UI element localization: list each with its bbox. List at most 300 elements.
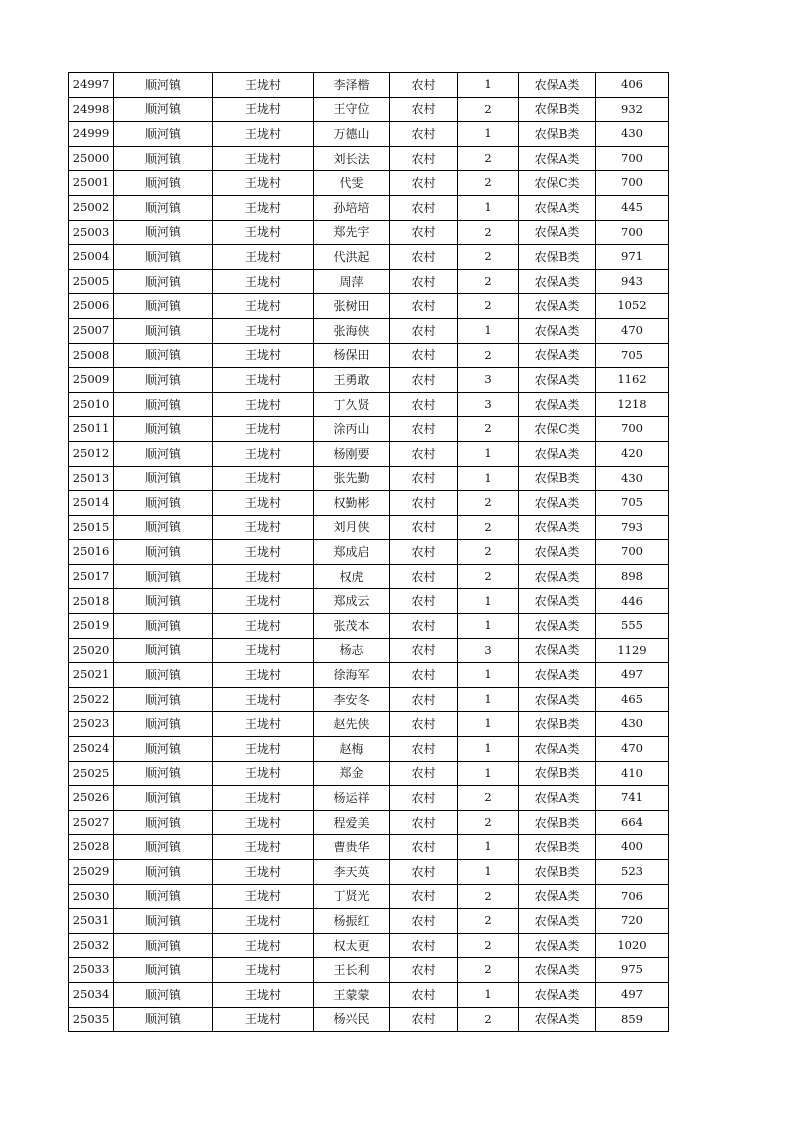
- insurance-category-cell: 农保A类: [519, 195, 596, 220]
- table-row: [69, 97, 669, 122]
- person-name-cell: 李泽楷: [314, 73, 390, 98]
- household-type-cell: 农村: [390, 982, 458, 1007]
- family-size-cell: 2: [458, 810, 519, 835]
- village-cell: 王垅村: [213, 146, 314, 171]
- town-cell: 顺河镇: [114, 73, 213, 98]
- record-id-cell: 25034: [69, 982, 114, 1007]
- record-id-cell: 25022: [69, 687, 114, 712]
- record-id-cell: 24999: [69, 122, 114, 147]
- household-type-cell: 农村: [390, 269, 458, 294]
- village-cell: 王垅村: [213, 441, 314, 466]
- table-row: [69, 860, 669, 885]
- table-row: [69, 195, 669, 220]
- family-size-cell: 2: [458, 884, 519, 909]
- record-id-cell: 25020: [69, 638, 114, 663]
- town-cell: 顺河镇: [114, 638, 213, 663]
- amount-cell: 898: [596, 564, 669, 589]
- table-row: [69, 392, 669, 417]
- insurance-category-cell: 农保A类: [519, 343, 596, 368]
- person-name-cell: 王长利: [314, 958, 390, 983]
- amount-cell: 1162: [596, 368, 669, 393]
- insurance-category-cell: 农保A类: [519, 220, 596, 245]
- table-row: [69, 712, 669, 737]
- family-size-cell: 2: [458, 294, 519, 319]
- record-id-cell: 25012: [69, 441, 114, 466]
- household-type-cell: 农村: [390, 589, 458, 614]
- table-row: [69, 540, 669, 565]
- household-type-cell: 农村: [390, 540, 458, 565]
- table-row: [69, 663, 669, 688]
- village-cell: 王垅村: [213, 195, 314, 220]
- record-id-cell: 25017: [69, 564, 114, 589]
- household-type-cell: 农村: [390, 73, 458, 98]
- village-cell: 王垅村: [213, 614, 314, 639]
- person-name-cell: 张先勤: [314, 466, 390, 491]
- insurance-category-cell: 农保A类: [519, 491, 596, 516]
- person-name-cell: 赵梅: [314, 737, 390, 762]
- village-cell: 王垅村: [213, 318, 314, 343]
- insurance-category-cell: 农保A类: [519, 1007, 596, 1032]
- family-size-cell: 2: [458, 269, 519, 294]
- record-id-cell: 25028: [69, 835, 114, 860]
- amount-cell: 932: [596, 97, 669, 122]
- insurance-category-cell: 农保A类: [519, 269, 596, 294]
- town-cell: 顺河镇: [114, 97, 213, 122]
- village-cell: 王垅村: [213, 220, 314, 245]
- village-cell: 王垅村: [213, 368, 314, 393]
- town-cell: 顺河镇: [114, 171, 213, 196]
- village-cell: 王垅村: [213, 663, 314, 688]
- village-cell: 王垅村: [213, 343, 314, 368]
- record-id-cell: 25030: [69, 884, 114, 909]
- insurance-category-cell: 农保A类: [519, 933, 596, 958]
- person-name-cell: 王勇敢: [314, 368, 390, 393]
- town-cell: 顺河镇: [114, 687, 213, 712]
- family-size-cell: 2: [458, 245, 519, 270]
- amount-cell: 720: [596, 909, 669, 934]
- household-type-cell: 农村: [390, 933, 458, 958]
- insurance-category-cell: 农保A类: [519, 958, 596, 983]
- person-name-cell: 杨志: [314, 638, 390, 663]
- amount-cell: 943: [596, 269, 669, 294]
- family-size-cell: 2: [458, 540, 519, 565]
- record-id-cell: 25009: [69, 368, 114, 393]
- town-cell: 顺河镇: [114, 884, 213, 909]
- amount-cell: 1052: [596, 294, 669, 319]
- amount-cell: 446: [596, 589, 669, 614]
- record-id-cell: 24997: [69, 73, 114, 98]
- record-id-cell: 25024: [69, 737, 114, 762]
- insurance-category-cell: 农保A类: [519, 614, 596, 639]
- household-type-cell: 农村: [390, 491, 458, 516]
- family-size-cell: 3: [458, 368, 519, 393]
- person-name-cell: 郑金: [314, 761, 390, 786]
- insurance-category-cell: 农保A类: [519, 687, 596, 712]
- record-id-cell: 25016: [69, 540, 114, 565]
- record-id-cell: 25013: [69, 466, 114, 491]
- table-body: [69, 73, 669, 1032]
- household-type-cell: 农村: [390, 786, 458, 811]
- insurance-category-cell: 农保A类: [519, 786, 596, 811]
- record-id-cell: 25004: [69, 245, 114, 270]
- amount-cell: 465: [596, 687, 669, 712]
- table-row: [69, 515, 669, 540]
- town-cell: 顺河镇: [114, 737, 213, 762]
- amount-cell: 700: [596, 146, 669, 171]
- town-cell: 顺河镇: [114, 195, 213, 220]
- record-id-cell: 25000: [69, 146, 114, 171]
- amount-cell: 700: [596, 540, 669, 565]
- household-type-cell: 农村: [390, 392, 458, 417]
- town-cell: 顺河镇: [114, 122, 213, 147]
- person-name-cell: 郑成启: [314, 540, 390, 565]
- family-size-cell: 2: [458, 933, 519, 958]
- table-row: [69, 466, 669, 491]
- village-cell: 王垅村: [213, 737, 314, 762]
- record-id-cell: 25003: [69, 220, 114, 245]
- record-id-cell: 25035: [69, 1007, 114, 1032]
- family-size-cell: 2: [458, 1007, 519, 1032]
- table-row: [69, 220, 669, 245]
- table-row: [69, 343, 669, 368]
- amount-cell: 430: [596, 122, 669, 147]
- table-row: [69, 122, 669, 147]
- insurance-category-cell: 农保A类: [519, 146, 596, 171]
- amount-cell: 859: [596, 1007, 669, 1032]
- insurance-category-cell: 农保A类: [519, 982, 596, 1007]
- town-cell: 顺河镇: [114, 343, 213, 368]
- village-cell: 王垅村: [213, 564, 314, 589]
- village-cell: 王垅村: [213, 245, 314, 270]
- record-id-cell: 25008: [69, 343, 114, 368]
- insurance-category-cell: 农保B类: [519, 97, 596, 122]
- table-row: [69, 491, 669, 516]
- insurance-category-cell: 农保A类: [519, 909, 596, 934]
- town-cell: 顺河镇: [114, 368, 213, 393]
- table-row: [69, 786, 669, 811]
- village-cell: 王垅村: [213, 540, 314, 565]
- amount-cell: 497: [596, 663, 669, 688]
- amount-cell: 705: [596, 491, 669, 516]
- record-id-cell: 25029: [69, 860, 114, 885]
- town-cell: 顺河镇: [114, 540, 213, 565]
- town-cell: 顺河镇: [114, 515, 213, 540]
- household-type-cell: 农村: [390, 564, 458, 589]
- village-cell: 王垅村: [213, 860, 314, 885]
- amount-cell: 1129: [596, 638, 669, 663]
- insurance-category-cell: 农保A类: [519, 540, 596, 565]
- family-size-cell: 1: [458, 195, 519, 220]
- insurance-category-cell: 农保B类: [519, 860, 596, 885]
- person-name-cell: 王守位: [314, 97, 390, 122]
- town-cell: 顺河镇: [114, 1007, 213, 1032]
- record-id-cell: 25001: [69, 171, 114, 196]
- family-size-cell: 2: [458, 909, 519, 934]
- town-cell: 顺河镇: [114, 933, 213, 958]
- person-name-cell: 万德山: [314, 122, 390, 147]
- family-size-cell: 1: [458, 589, 519, 614]
- person-name-cell: 权虎: [314, 564, 390, 589]
- record-id-cell: 25014: [69, 491, 114, 516]
- table-row: [69, 958, 669, 983]
- town-cell: 顺河镇: [114, 417, 213, 442]
- town-cell: 顺河镇: [114, 564, 213, 589]
- insurance-category-cell: 农保A类: [519, 589, 596, 614]
- family-size-cell: 1: [458, 712, 519, 737]
- village-cell: 王垅村: [213, 638, 314, 663]
- insurance-category-cell: 农保C类: [519, 171, 596, 196]
- family-size-cell: 1: [458, 663, 519, 688]
- amount-cell: 971: [596, 245, 669, 270]
- person-name-cell: 杨兴民: [314, 1007, 390, 1032]
- amount-cell: 706: [596, 884, 669, 909]
- village-cell: 王垅村: [213, 884, 314, 909]
- village-cell: 王垅村: [213, 417, 314, 442]
- person-name-cell: 李天英: [314, 860, 390, 885]
- town-cell: 顺河镇: [114, 269, 213, 294]
- table-row: [69, 810, 669, 835]
- insurance-category-cell: 农保A类: [519, 73, 596, 98]
- person-name-cell: 张茂本: [314, 614, 390, 639]
- village-cell: 王垅村: [213, 835, 314, 860]
- amount-cell: 430: [596, 712, 669, 737]
- town-cell: 顺河镇: [114, 909, 213, 934]
- person-name-cell: 周萍: [314, 269, 390, 294]
- insurance-category-cell: 农保A类: [519, 515, 596, 540]
- insurance-category-cell: 农保A类: [519, 884, 596, 909]
- person-name-cell: 张树田: [314, 294, 390, 319]
- record-id-cell: 25027: [69, 810, 114, 835]
- table-row: [69, 564, 669, 589]
- person-name-cell: 权勤彬: [314, 491, 390, 516]
- household-type-cell: 农村: [390, 614, 458, 639]
- town-cell: 顺河镇: [114, 294, 213, 319]
- family-size-cell: 3: [458, 638, 519, 663]
- family-size-cell: 2: [458, 417, 519, 442]
- insurance-category-cell: 农保A类: [519, 638, 596, 663]
- person-name-cell: 刘月侠: [314, 515, 390, 540]
- household-type-cell: 农村: [390, 884, 458, 909]
- person-name-cell: 孙培培: [314, 195, 390, 220]
- table-row: [69, 982, 669, 1007]
- village-cell: 王垅村: [213, 589, 314, 614]
- table-row: [69, 417, 669, 442]
- town-cell: 顺河镇: [114, 982, 213, 1007]
- household-type-cell: 农村: [390, 761, 458, 786]
- family-size-cell: 2: [458, 146, 519, 171]
- table-row: [69, 614, 669, 639]
- family-size-cell: 1: [458, 466, 519, 491]
- town-cell: 顺河镇: [114, 786, 213, 811]
- insurance-category-cell: 农保A类: [519, 663, 596, 688]
- record-id-cell: 24998: [69, 97, 114, 122]
- person-name-cell: 王蒙蒙: [314, 982, 390, 1007]
- table-row: [69, 638, 669, 663]
- family-size-cell: 1: [458, 835, 519, 860]
- record-id-cell: 25032: [69, 933, 114, 958]
- village-cell: 王垅村: [213, 171, 314, 196]
- table-row: [69, 73, 669, 98]
- record-id-cell: 25010: [69, 392, 114, 417]
- town-cell: 顺河镇: [114, 958, 213, 983]
- person-name-cell: 郑先宇: [314, 220, 390, 245]
- family-size-cell: 1: [458, 122, 519, 147]
- village-cell: 王垅村: [213, 122, 314, 147]
- person-name-cell: 徐海军: [314, 663, 390, 688]
- amount-cell: 470: [596, 318, 669, 343]
- table-row: [69, 687, 669, 712]
- household-type-cell: 农村: [390, 343, 458, 368]
- person-name-cell: 涂丙山: [314, 417, 390, 442]
- family-size-cell: 3: [458, 392, 519, 417]
- insurance-category-cell: 农保A类: [519, 318, 596, 343]
- village-cell: 王垅村: [213, 909, 314, 934]
- table-row: [69, 294, 669, 319]
- person-name-cell: 代雯: [314, 171, 390, 196]
- amount-cell: 700: [596, 417, 669, 442]
- record-id-cell: 25026: [69, 786, 114, 811]
- record-id-cell: 25007: [69, 318, 114, 343]
- household-type-cell: 农村: [390, 368, 458, 393]
- insurance-category-cell: 农保B类: [519, 466, 596, 491]
- record-id-cell: 25019: [69, 614, 114, 639]
- person-name-cell: 杨保田: [314, 343, 390, 368]
- insurance-category-cell: 农保A类: [519, 294, 596, 319]
- record-id-cell: 25005: [69, 269, 114, 294]
- records-table: [68, 72, 669, 1032]
- household-type-cell: 农村: [390, 638, 458, 663]
- family-size-cell: 2: [458, 564, 519, 589]
- amount-cell: 975: [596, 958, 669, 983]
- person-name-cell: 丁贤光: [314, 884, 390, 909]
- insurance-category-cell: 农保A类: [519, 564, 596, 589]
- household-type-cell: 农村: [390, 909, 458, 934]
- record-id-cell: 25031: [69, 909, 114, 934]
- amount-cell: 700: [596, 171, 669, 196]
- person-name-cell: 郑成云: [314, 589, 390, 614]
- table-row: [69, 909, 669, 934]
- person-name-cell: 杨运祥: [314, 786, 390, 811]
- town-cell: 顺河镇: [114, 491, 213, 516]
- family-size-cell: 1: [458, 982, 519, 1007]
- table-row: [69, 933, 669, 958]
- household-type-cell: 农村: [390, 712, 458, 737]
- household-type-cell: 农村: [390, 466, 458, 491]
- village-cell: 王垅村: [213, 933, 314, 958]
- person-name-cell: 刘长法: [314, 146, 390, 171]
- table-row: [69, 146, 669, 171]
- person-name-cell: 杨刚要: [314, 441, 390, 466]
- amount-cell: 523: [596, 860, 669, 885]
- family-size-cell: 1: [458, 441, 519, 466]
- village-cell: 王垅村: [213, 786, 314, 811]
- table-row: [69, 589, 669, 614]
- town-cell: 顺河镇: [114, 318, 213, 343]
- insurance-category-cell: 农保B类: [519, 245, 596, 270]
- family-size-cell: 2: [458, 958, 519, 983]
- village-cell: 王垅村: [213, 982, 314, 1007]
- household-type-cell: 农村: [390, 97, 458, 122]
- family-size-cell: 1: [458, 761, 519, 786]
- insurance-category-cell: 农保B类: [519, 835, 596, 860]
- household-type-cell: 农村: [390, 171, 458, 196]
- record-id-cell: 25015: [69, 515, 114, 540]
- insurance-category-cell: 农保B类: [519, 810, 596, 835]
- insurance-category-cell: 农保A类: [519, 737, 596, 762]
- family-size-cell: 2: [458, 491, 519, 516]
- town-cell: 顺河镇: [114, 810, 213, 835]
- record-id-cell: 25006: [69, 294, 114, 319]
- table-row: [69, 761, 669, 786]
- table-row: [69, 368, 669, 393]
- family-size-cell: 1: [458, 318, 519, 343]
- record-id-cell: 25002: [69, 195, 114, 220]
- household-type-cell: 农村: [390, 318, 458, 343]
- town-cell: 顺河镇: [114, 220, 213, 245]
- amount-cell: 400: [596, 835, 669, 860]
- record-id-cell: 25025: [69, 761, 114, 786]
- household-type-cell: 农村: [390, 122, 458, 147]
- town-cell: 顺河镇: [114, 835, 213, 860]
- person-name-cell: 张海侠: [314, 318, 390, 343]
- record-id-cell: 25018: [69, 589, 114, 614]
- person-name-cell: 李安冬: [314, 687, 390, 712]
- village-cell: 王垅村: [213, 1007, 314, 1032]
- amount-cell: 1218: [596, 392, 669, 417]
- table-row: [69, 318, 669, 343]
- table-row: [69, 171, 669, 196]
- amount-cell: 430: [596, 466, 669, 491]
- village-cell: 王垅村: [213, 466, 314, 491]
- family-size-cell: 1: [458, 860, 519, 885]
- family-size-cell: 1: [458, 614, 519, 639]
- village-cell: 王垅村: [213, 515, 314, 540]
- village-cell: 王垅村: [213, 294, 314, 319]
- person-name-cell: 丁久贤: [314, 392, 390, 417]
- village-cell: 王垅村: [213, 269, 314, 294]
- table-row: [69, 441, 669, 466]
- person-name-cell: 曹贵华: [314, 835, 390, 860]
- person-name-cell: 权太更: [314, 933, 390, 958]
- household-type-cell: 农村: [390, 1007, 458, 1032]
- table-row: [69, 884, 669, 909]
- household-type-cell: 农村: [390, 146, 458, 171]
- amount-cell: 406: [596, 73, 669, 98]
- household-type-cell: 农村: [390, 195, 458, 220]
- household-type-cell: 农村: [390, 245, 458, 270]
- amount-cell: 793: [596, 515, 669, 540]
- amount-cell: 497: [596, 982, 669, 1007]
- record-id-cell: 25011: [69, 417, 114, 442]
- family-size-cell: 1: [458, 73, 519, 98]
- household-type-cell: 农村: [390, 220, 458, 245]
- amount-cell: 420: [596, 441, 669, 466]
- record-id-cell: 25023: [69, 712, 114, 737]
- family-size-cell: 2: [458, 220, 519, 245]
- family-size-cell: 1: [458, 687, 519, 712]
- village-cell: 王垅村: [213, 687, 314, 712]
- amount-cell: 445: [596, 195, 669, 220]
- person-name-cell: 代洪起: [314, 245, 390, 270]
- town-cell: 顺河镇: [114, 441, 213, 466]
- town-cell: 顺河镇: [114, 466, 213, 491]
- record-id-cell: 25021: [69, 663, 114, 688]
- household-type-cell: 农村: [390, 958, 458, 983]
- village-cell: 王垅村: [213, 491, 314, 516]
- family-size-cell: 2: [458, 515, 519, 540]
- table-row: [69, 269, 669, 294]
- record-id-cell: 25033: [69, 958, 114, 983]
